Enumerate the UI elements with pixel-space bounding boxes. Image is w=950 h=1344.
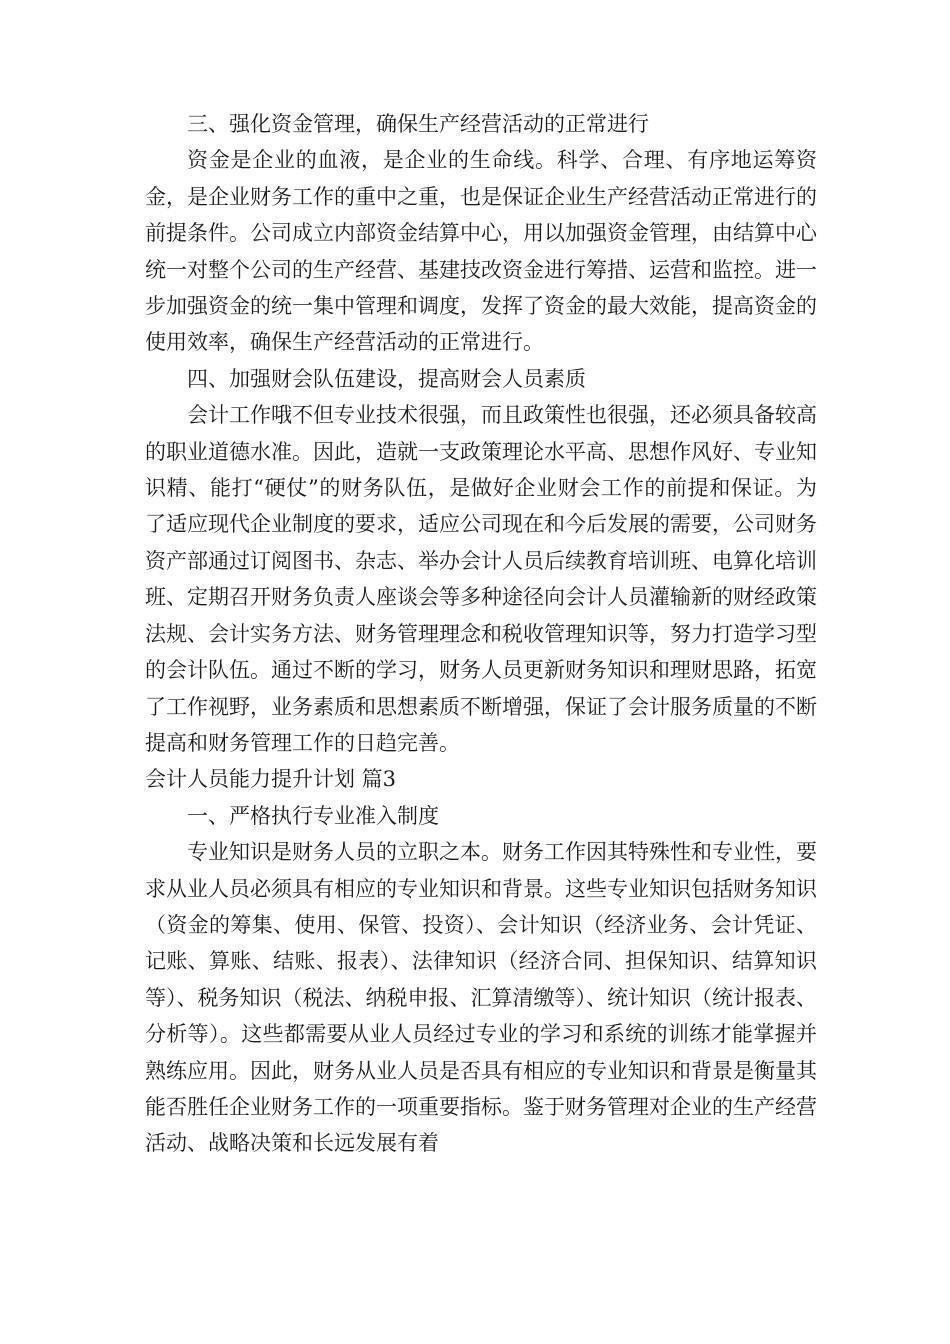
document-page bbox=[145, 106, 817, 1162]
section-heading-4: 四、加强财会队伍建设，提高财会人员素质 bbox=[187, 366, 586, 391]
section-heading-1: 一、严格执行专业准入制度 bbox=[187, 803, 439, 828]
paragraph-funds: 资金是企业的血液，是企业的生命线。科学、合理、有序地运筹资金，是企业财务工作的重中之重，也是保证企业生产经营活动正常进行的前提条件。公司成立内部资金结算中心，用以加强资金管理，由结算中心统一对整个公司的生产经营、基建技改资金进行筹措、运营和监控。进一步加强资金的统一集中管理和调度，发挥了资金的最大效能，提高资金的使用效率，确保生产经营活动的正常进行。 bbox=[145, 148, 817, 355]
paragraph-knowledge: 专业知识是财务人员的立职之本。财务工作因其特殊性和专业性，要求从业人员必须具有相应的专业知识和背景。这些专业知识包括财务知识（资金的筹集、使用、保管、投资）、会计知识（经济业务、会计凭证、记账、算账、结账、报表）、法律知识（经济合同、担保知识、结算知识等）、税务知识（税法、纳税申报、汇算清缴等）、统计知识（统计报表、分析等）。这些都需要从业人员经过专业的学习和系统的训练才能掌握并熟练应用。因此，财务从业人员是否具有相应的专业知识和背景是衡量其能否胜任企业财务工作的一项重要指标。鉴于财务管理对企业的生产经营活动、战略决策和长远发展有着 bbox=[145, 840, 817, 1156]
paragraph-team: 会计工作哦不但专业技术很强，而且政策性也很强，还必须具备较高的职业道德水准。因此，造就一支政策理论水平高、思想作风好、专业知识精、能打“硬仗”的财务队伍，是做好企业财会工作的前提和保证。为了适应现代企业制度的要求，适应公司现在和今后发展的需要，公司财务资产部通过订阅图书、杂志、举办会计人员后续教育培训班、电算化培训班、定期召开财务负责人座谈会等多种途径向会计人员灌输新的财经政策法规、会计实务方法、财务管理理念和税收管理知识等，努力打造学习型的会计队伍。通过不断的学习，财务人员更新财务知识和理财思路，拓宽了工作视野，业务素质和思想素质不断增强，保证了会计服务质量的不断提高和财务管理工作的日趋完善。 bbox=[145, 403, 817, 755]
section-heading-3: 三、强化资金管理，确保生产经营活动的正常进行 bbox=[187, 112, 649, 136]
article-title: 会计人员能力提升计划 篇3 bbox=[145, 767, 397, 792]
